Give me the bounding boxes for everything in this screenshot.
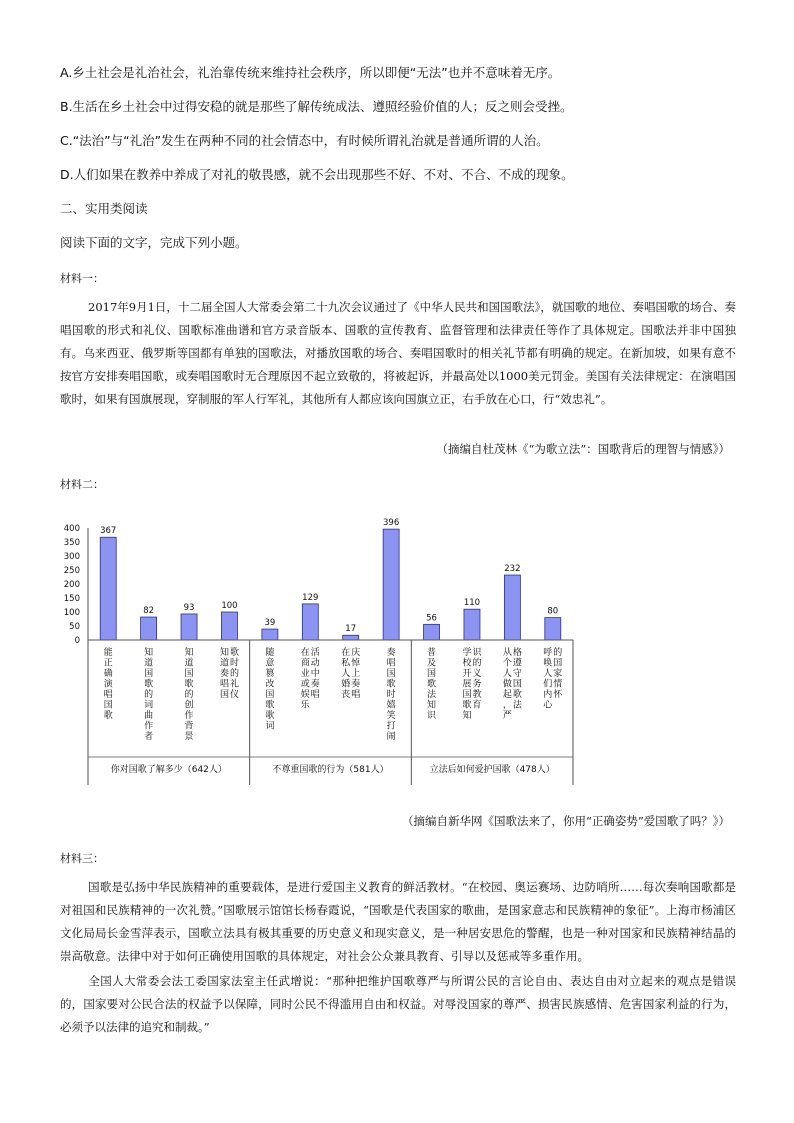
- bar: [100, 537, 116, 640]
- bar-value-label: 80: [547, 606, 559, 617]
- y-tick-label: 0: [74, 636, 80, 646]
- material2-label: 材料二：: [60, 478, 104, 491]
- material3-paragraph-1: 国歌是弘扬中华民族精神的重要载体，是进行爱国主义教育的鲜活教材。“在校园、奥运赛场、边防哨所……每次奏响国歌都是对祖国和民族精神的一次礼赞。”国歌展示馆馆长杨春霞说，“国歌是代表国家的歌曲，是国家意志和民族精神的象征”。上海市杨浦区文化局局长金雪萍表示，国歌立法具有极其重要的历史意义和现实意义，是一种居安思危的警醒，也是一种对国家和民族精神结晶的崇高敬意。法律中对于如何正确使用国歌的具体规定，对社会公众兼具教育、引导以及惩戒等多重作用。: [60, 880, 736, 963]
- bar-value-label: 56: [426, 613, 437, 624]
- bar-value-label: 110: [463, 598, 481, 609]
- group-label: 立法后如何爱护国歌（478人）: [429, 765, 555, 775]
- x-category-label: 奏唱国歌时嬉笑打闹: [386, 648, 396, 742]
- bar-value-label: 100: [221, 601, 238, 611]
- section-title: 二、实用类阅读: [60, 201, 148, 216]
- x-category-label: 普及国歌法知识: [427, 648, 437, 721]
- bar-value-label: 396: [383, 518, 400, 529]
- bar-value-label: 82: [143, 606, 155, 617]
- y-tick-label: 400: [63, 524, 80, 534]
- group-label: 你对国歌了解多少（642人）: [110, 765, 227, 775]
- option-b: B.生活在乡土社会中过得安稳的就是那些了解传统成法、遵照经验价值的人；反之则会受挫。: [60, 99, 573, 114]
- y-tick-label: 250: [63, 566, 80, 576]
- material1-source: （摘编自杜茂林《“为歌立法”：国歌背后的理智与情感》）: [436, 442, 730, 456]
- x-category-label: 知道国歌的创作背景: [184, 648, 194, 742]
- material2-source: （摘编自新华网《国歌法来了，你用“正确姿势”爱国歌了吗？》）: [401, 814, 730, 828]
- material1-label: 材料一：: [60, 272, 104, 285]
- y-tick-label: 150: [63, 594, 80, 604]
- bar-value-label: 129: [302, 592, 319, 603]
- bar: [181, 614, 197, 640]
- material3-label: 材料三：: [60, 852, 104, 865]
- bar-value-label: 93: [183, 602, 195, 613]
- bar: [262, 629, 278, 640]
- bar: [545, 618, 561, 640]
- bar: [221, 612, 237, 640]
- bar-value-label: 39: [264, 618, 276, 629]
- group-label: 不尊重国歌的行为（581人）: [272, 765, 389, 775]
- bar: [424, 624, 440, 640]
- bar: [464, 609, 480, 640]
- y-tick-label: 50: [69, 622, 80, 632]
- option-d: D.人们如果在教养中养成了对礼的敬畏感，就不会出现那些不好、不对、不合、不成的现象。: [60, 167, 574, 182]
- y-tick-label: 350: [63, 538, 80, 548]
- option-c: C.“法治”与“礼治”发生在两种不同的社会情态中，有时候所谓礼治就是普通所谓的人治。: [60, 133, 549, 148]
- bar: [383, 529, 399, 640]
- material3-paragraph-2: 全国人大常委会法工委国家法室主任武增说：“那种把维护国歌尊严与所谓公民的言论自由、表达自由对立起来的观点是错误的，国家要对公民合法的权益予以保障，同时公民不得滥用自由和权益。对辱没国家的尊严、损害民族感情、危害国家利益的行为，必须予以法律的追究和制裁。”: [60, 974, 736, 1034]
- bar: [141, 617, 157, 640]
- bar-value-label: 17: [345, 624, 357, 635]
- bar: [343, 635, 359, 640]
- instruction: 阅读下面的文字，完成下列小题。: [60, 235, 248, 250]
- x-category-label: 学校开展国歌知识的义务教育: [462, 648, 482, 721]
- bar-value-label: 232: [504, 564, 521, 575]
- x-category-label: 知道奏唱国歌时的礼仪: [219, 648, 239, 700]
- y-tick-label: 100: [63, 608, 80, 618]
- x-category-label: 呼唤人们内心的国家情怀: [543, 648, 563, 711]
- x-category-label: 能正确演唱国歌: [103, 648, 113, 721]
- x-category-label: 从个人做起，严格遵守国歌法: [502, 648, 522, 721]
- y-tick-label: 300: [63, 552, 80, 562]
- y-tick-label: 200: [63, 580, 80, 590]
- x-category-label: 知道国歌的词曲作者: [144, 648, 154, 742]
- option-a: A.乡土社会是礼治社会，礼治靠传统来维持社会秩序，所以即便“无法”也并不意味着无序。: [60, 65, 561, 80]
- x-category-label: 在私人婚丧庆悼上奏唱: [341, 648, 361, 700]
- bar-value-label: 367: [100, 526, 117, 537]
- material1-text: 2017年9月1日，十二届全国人大常委会第二十九次会议通过了《中华人民共和国国歌法》，就国歌的地位、奏唱国歌的场合、奏唱国歌的形式和礼仪、国歌标准曲谱和官方录音版本、国歌的宣传教育、监督管理和法律责任等作了具体规定。国歌法并非中国独有。乌来西亚、俄罗斯等国都有单独的国歌法，对播放国歌的场合、奏唱国歌时的相关礼节都有明确的规定。在新加坡，如果有意不按官方安排奏唱国歌，或奏唱国歌时无合理原因不起立致敬的，将被起诉，并最高处以1000美元罚金。美国有关法律规定：在演唱国歌时，如果有国旗展现，穿制服的军人行军礼，其他所有人都应该向国旗立正，右手放在心口，行“效忠礼”。: [60, 300, 736, 406]
- survey-bar-chart: [58, 513, 588, 788]
- bar: [504, 575, 520, 640]
- x-category-label: 在商业或娱乐活动中奏唱: [300, 648, 320, 711]
- bar: [302, 604, 318, 640]
- x-category-label: 随意篡改国歌歌词: [265, 648, 275, 732]
